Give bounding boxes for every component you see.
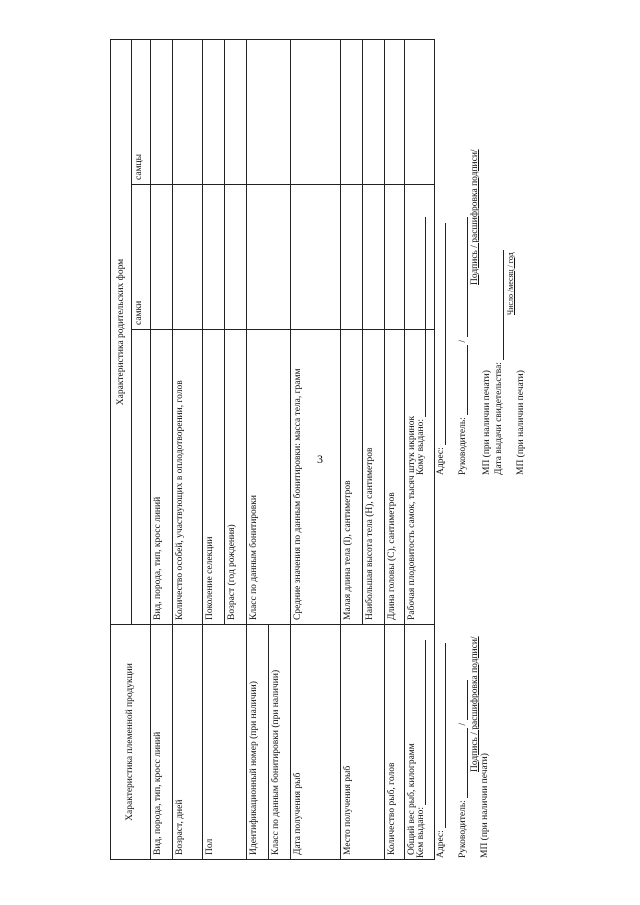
issued-to-address-line [436,223,446,475]
male-cell [363,39,385,184]
right-row-class: Класс по данным бонитировки [247,330,291,625]
female-cell [203,185,225,330]
female-cell [151,185,173,330]
male-cell [291,39,341,184]
date-caption: Число /месяц / год [506,252,515,315]
left-row-id-number: Идентификационный номер (при наличии) [247,625,269,860]
left-row-receipt-date: Дата получения рыб [291,625,341,860]
female-cell [173,185,203,330]
male-cell [225,39,247,184]
left-row-age: Возраст, дней [173,625,203,860]
address-label-left: Адрес: [436,830,446,858]
right-row-generation: Поколение селекции [203,330,225,625]
right-row-body-length: Малая длина тела (l), сантиметров [341,330,363,625]
rotated-form-sheet [110,40,526,860]
header-breeding-products: Характеристика племенной продукции [111,625,151,860]
cert-date-line [494,250,504,475]
breeding-characteristics-table [110,39,435,860]
right-row-mean-mass: Средние значения по данным бонитировки: масса тела, грамм [291,330,341,625]
issued-by-line [416,640,426,858]
stamp-note-right: МП (при наличии печати) [482,370,492,475]
female-cell [225,185,247,330]
male-cell [151,39,173,184]
page-number: 3 [317,452,323,466]
head-line-left [458,680,468,858]
head-name-blank-left [467,680,468,720]
table-row [151,39,173,859]
female-cell [363,185,385,330]
table-row [203,39,225,859]
male-cell [247,39,291,184]
header-parental-forms: Характеристика родительских форм [111,39,132,624]
issued-to-blank [425,217,426,417]
right-row-birth-year: Возраст (год рождения) [225,330,247,625]
subheader-blank [132,330,151,625]
issued-by-address-line [436,643,446,858]
right-row-body-height: Наибольшая высота тела (H), сантиметров [363,330,385,625]
address-blank-left [445,643,446,828]
subheader-male: самцы [132,39,151,184]
cert-date-blank [503,250,504,360]
male-cell [173,39,203,184]
head-label-right: Руководитель: [458,417,468,475]
stamp-note-right-2: МП (при наличии печати) [516,370,526,475]
left-row-receipt-place: Место получения рыб [341,625,385,860]
subheader-female: самки [132,185,151,330]
head-label-left: Руководитель: [458,800,468,858]
table-header-row [111,39,132,859]
stamp-note-left: МП (при наличии печати) [480,753,490,858]
head-signature-blank-left [467,728,468,798]
table-row [247,39,269,859]
male-cell [385,39,405,184]
right-row-species: Вид, порода, тип, кросс линий [151,330,173,625]
left-row-species: Вид, порода, тип, кросс линий [151,625,173,860]
cert-date-label: Дата выдачи свидетельства: [494,362,504,475]
female-cell [385,185,405,330]
issued-by-label: Кем выдано: [416,807,426,858]
female-cell [247,185,291,330]
table-row [173,39,203,859]
male-cell [341,39,363,184]
table-row [341,39,363,859]
signature-caption-left: Подпись / расшифровка подписи/ [470,636,480,772]
slash-right: / [458,339,468,343]
issued-by-blank [425,640,426,805]
table-row [291,39,341,859]
female-cell [291,185,341,330]
address-label-right: Адрес: [436,447,446,475]
left-row-total-weight: Общий вес рыб, килограмм [405,625,435,860]
slash-left: / [458,722,468,726]
right-row-head-length: Длина головы (C), сантиметров [385,330,405,625]
female-cell [341,185,363,330]
left-row-fish-count: Количество рыб, голов [385,625,405,860]
head-signature-blank-right [467,345,468,415]
table-row [385,39,405,859]
issued-to-label: Кому выдано: [416,419,426,475]
left-row-sex: Пол [203,625,247,860]
left-row-class: Класс по данным бонитировки (при наличии) [269,625,291,860]
right-row-fecundity: Рабочая плодовитость самок, тысяч штук икринок [405,330,435,625]
head-line-right [458,217,468,475]
signature-caption-right: Подпись / расшифровка подписи/ [470,149,480,285]
address-blank-right [445,223,446,445]
right-row-count-fertilization: Количество особей, участвующих в оплодотворении, голов [173,330,203,625]
male-cell [203,39,225,184]
form-footer [410,40,530,860]
head-name-blank-right [467,217,468,337]
issued-to-line [416,217,426,475]
